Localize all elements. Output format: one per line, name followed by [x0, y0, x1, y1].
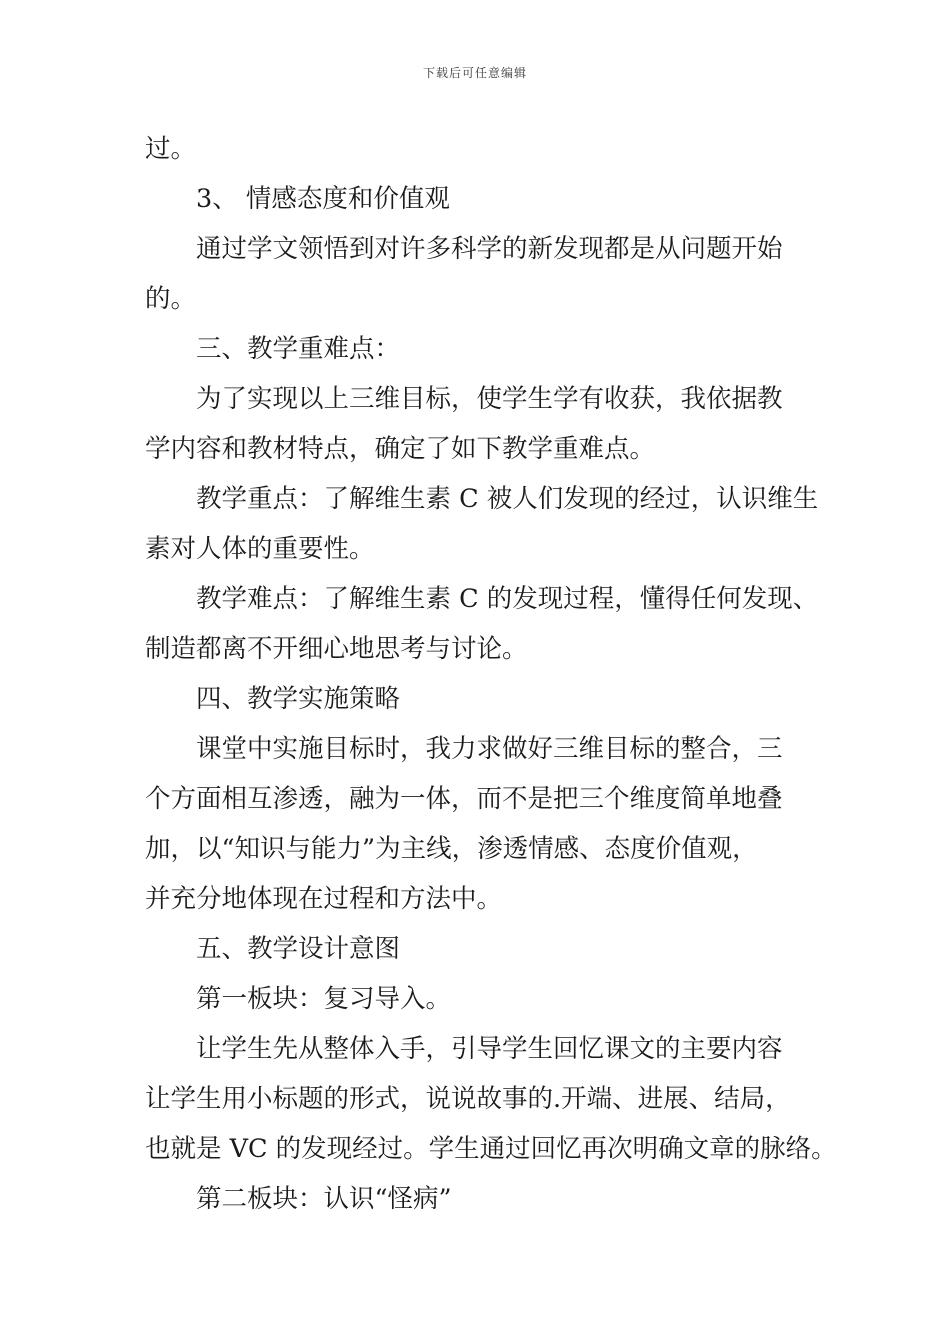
section-heading: 3、 情感态度和价值观: [196, 184, 450, 214]
text-line: 教学难点：了解维生素 C 的发现过程，懂得任何发现、: [196, 584, 819, 614]
section-heading: 第一板块：复习导入。: [196, 984, 452, 1014]
text-line: 课堂中实施目标时，我力求做好三维目标的整合，三: [196, 734, 783, 764]
text-line: 为了实现以上三维目标，使学生学有收获，我依据教: [196, 384, 783, 414]
text-line: 素对人体的重要性。: [145, 534, 375, 564]
text-line: 让学生先从整体入手，引导学生回忆课文的主要内容: [196, 1034, 783, 1064]
text-line: 的。: [145, 284, 197, 314]
text-line: 并充分地体现在过程和方法中。: [145, 884, 503, 914]
text-line: 教学重点：了解维生素 C 被人们发现的经过，认识维生: [196, 484, 819, 514]
text-line: 过。: [145, 134, 197, 164]
text-line: 学内容和教材特点，确定了如下教学重难点。: [145, 434, 656, 464]
text-line: 制造都离不开细心地思考与讨论。: [145, 634, 528, 664]
text-line: 加，以“知识与能力”为主线，渗透情感、态度价值观，: [145, 834, 758, 864]
text-line: 也就是 VC 的发现经过。学生通过回忆再次明确文章的脉络。: [145, 1134, 837, 1164]
document-body: [145, 124, 837, 1224]
section-heading: 五、教学设计意图: [196, 934, 401, 964]
text-line: 通过学文领悟到对许多科学的新发现都是从问题开始: [196, 234, 783, 264]
section-heading: 四、教学实施策略: [196, 684, 401, 714]
section-heading: 第二板块：认识“怪病”: [196, 1184, 452, 1214]
section-heading: 三、教学重难点：: [196, 334, 401, 364]
page-header: 下载后可任意编辑: [422, 66, 527, 80]
text-line: 让学生用小标题的形式，说说故事的.开端、进展、结局，: [145, 1084, 791, 1114]
text-line: 个方面相互渗透，融为一体，而不是把三个维度简单地叠: [145, 784, 783, 814]
